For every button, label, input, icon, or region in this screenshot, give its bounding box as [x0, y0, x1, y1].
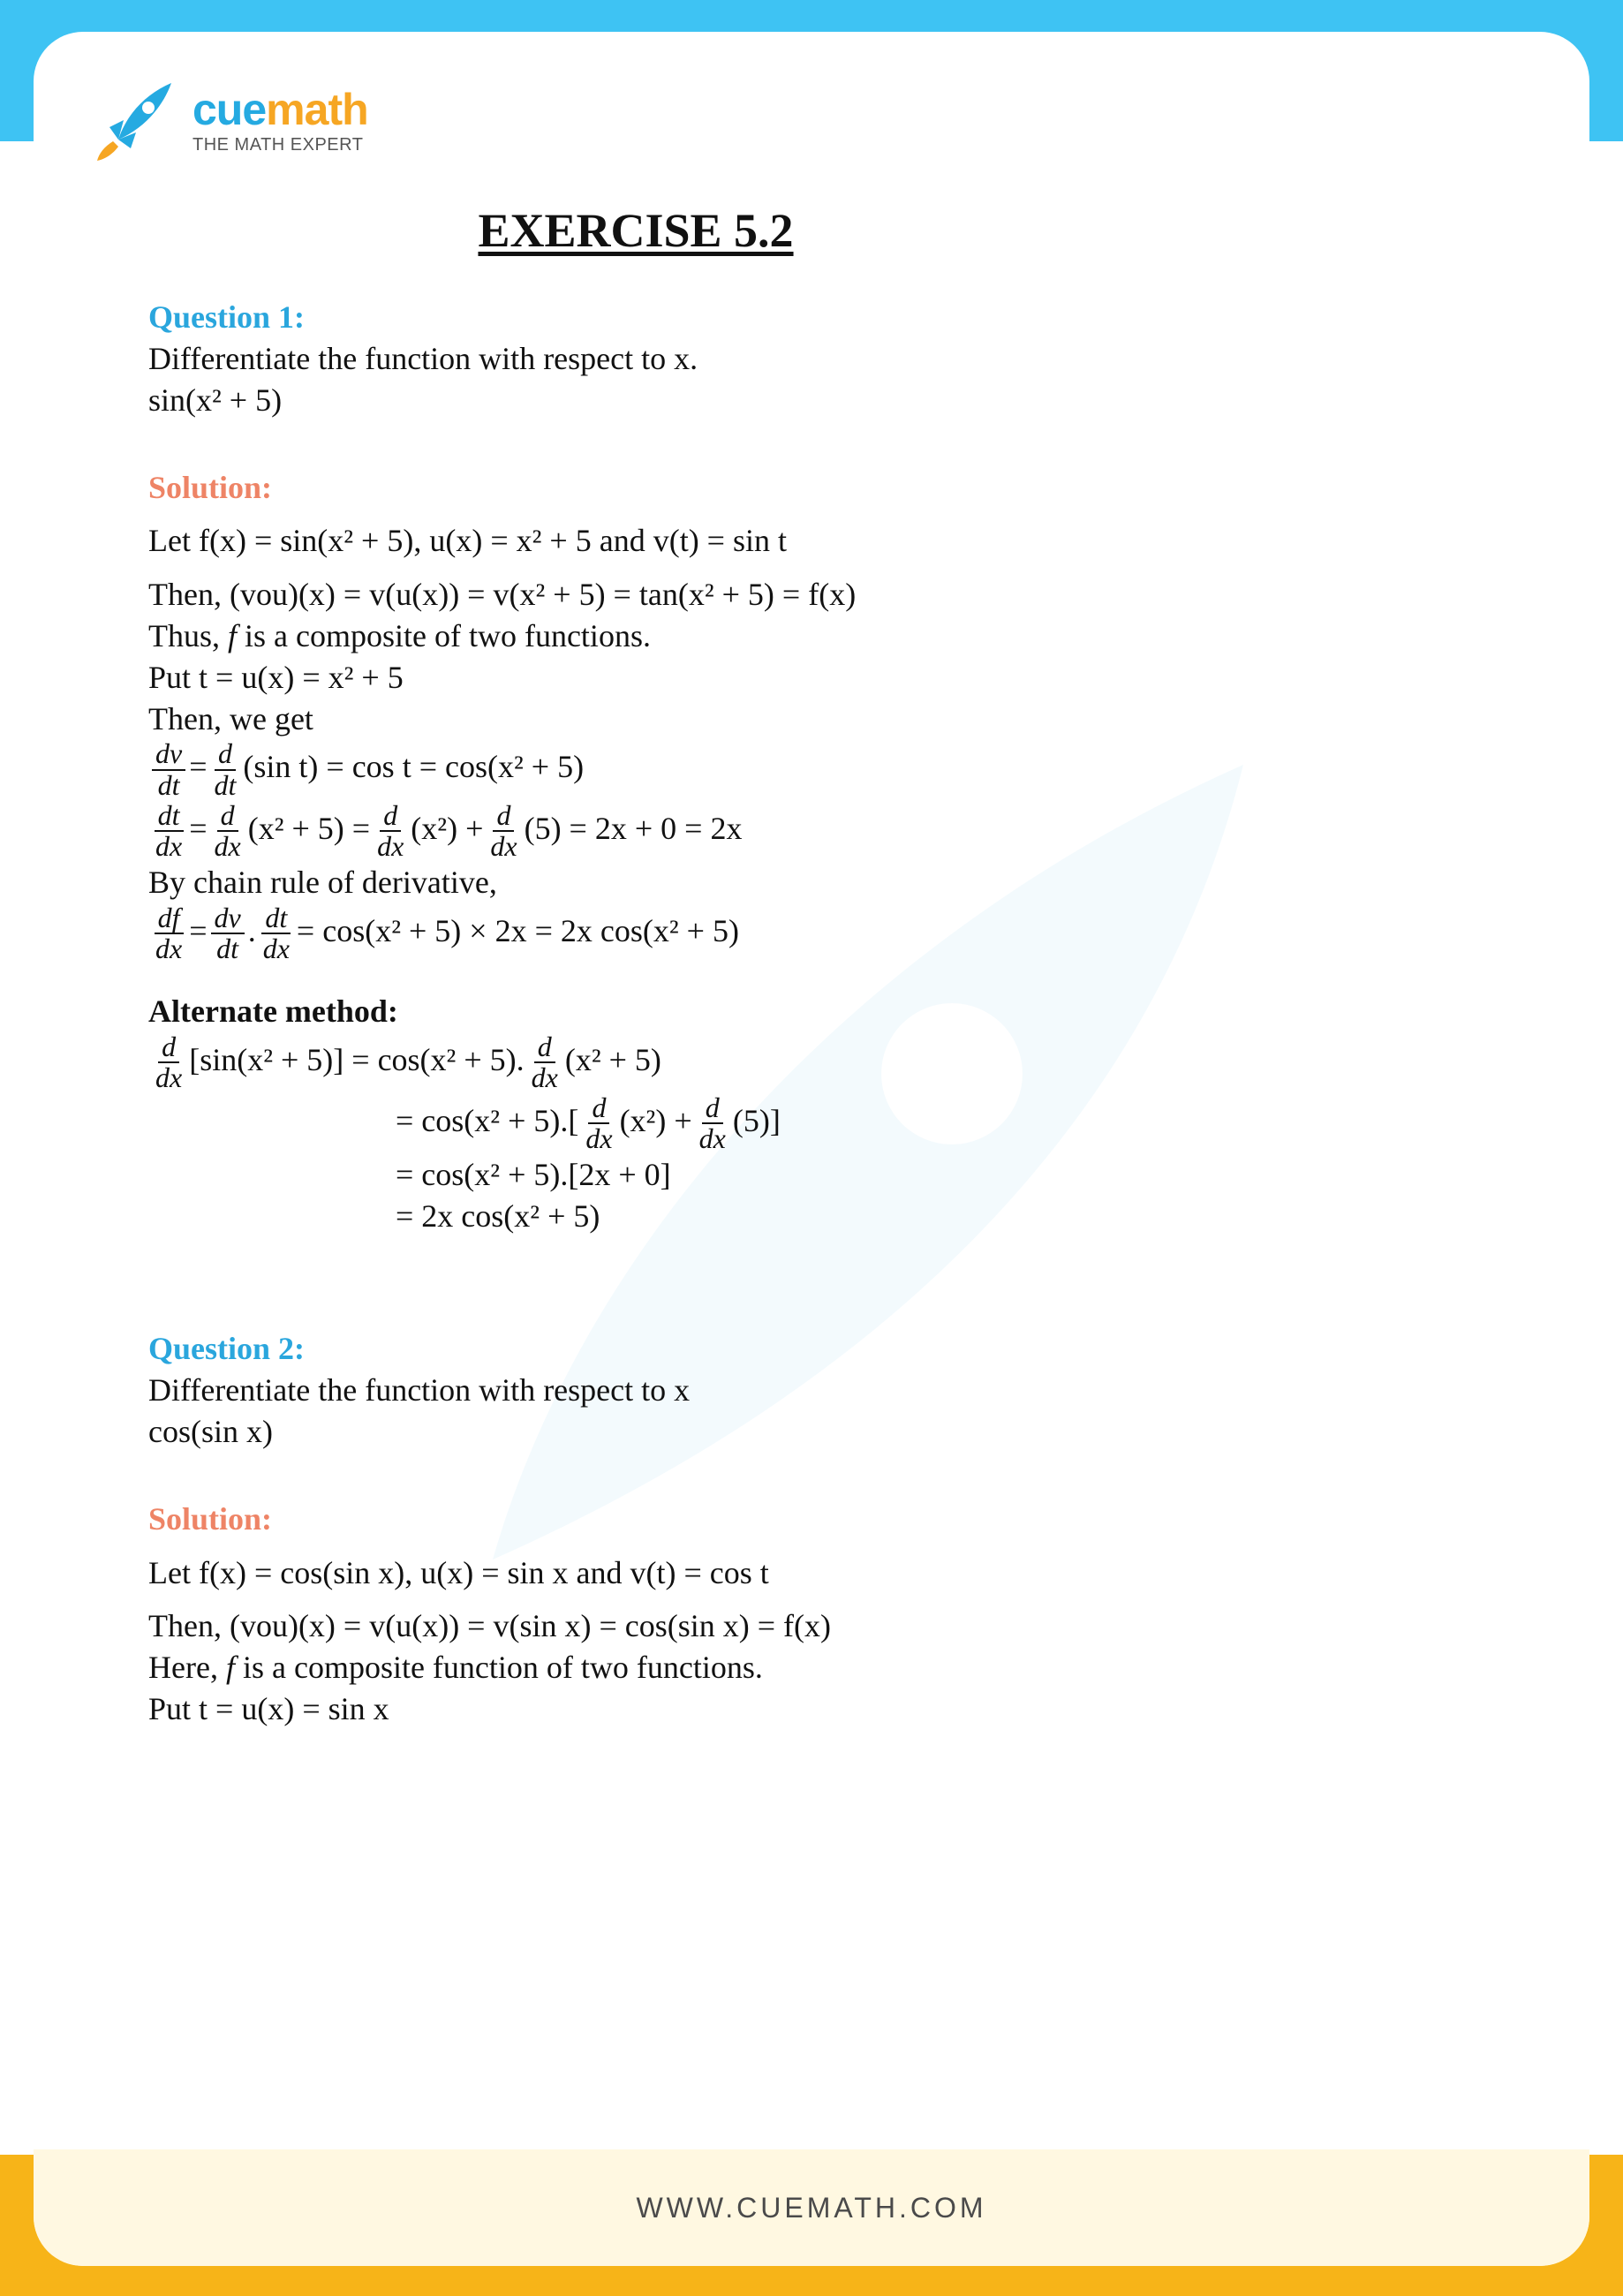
alternate-method-heading: Alternate method: [148, 993, 398, 1029]
solution-1-heading: Solution: [148, 469, 273, 505]
question-2-prompt: Differentiate the function with respect to x [148, 1372, 691, 1409]
alternate-line-4: = 2x cos(x² + 5) [396, 1197, 600, 1234]
footer-website-link[interactable]: WWW.CUEMATH.COM [636, 2191, 987, 2224]
solution-1-dv-dt: $\frac{dv}{dt}$ = $\frac{d}{dt}$ (sin t) = cos t = cos(x² + 5) [148, 739, 1473, 800]
alternate-line-1: $\frac{d}{dx}$ [sin(x² + 5)] = cos(x² + 5). $\frac{d}{dx}$ (x² + 5) [155, 1030, 661, 1094]
solution-1-line-let: Let f(x) = sin(x² + 5), u(x) = x² + 5 and v(t) = sin t [148, 523, 787, 559]
question-1-expression: sin(x² + 5) [148, 381, 283, 418]
page-card [34, 32, 1589, 2266]
question-1-heading: Question 1: [148, 299, 306, 336]
brand-name: cuemath [192, 84, 368, 134]
question-1-prompt: Differentiate the function with respect to x. [148, 340, 698, 376]
solution-2-line-here: Here, f is a composite function of two functions. [148, 1650, 763, 1686]
cuemath-logo[interactable] [92, 78, 368, 162]
alternate-line-2: = cos(x² + 5).[ $\frac{d}{dx}$ (x²) + $\frac{d}{dx}$ (5)] [396, 1091, 781, 1155]
solution-1-line-put: Put t = u(x) = x² + 5 [148, 659, 404, 695]
solution-1-dt-dx: $\frac{dt}{dx}$ = $\frac{d}{dx}$ (x² + 5) = $\frac{d}{dx}$ (x²) + $\frac{d}{dx}$ (5) = 2x + 0 = 2x [155, 798, 743, 863]
document-content [148, 200, 1473, 1730]
brand-tagline: THE MATH EXPERT [192, 134, 364, 155]
alternate-line-3: = cos(x² + 5).[2x + 0] [396, 1156, 671, 1192]
solution-1-df-dx: $\frac{df}{dx}$ = $\frac{dv}{dt}$ . $\frac{dt}{dx}$ = cos(x² + 5) × 2x = 2x cos(x² + 5) [155, 901, 739, 965]
solution-1-line-then: Then, (vou)(x) = v(u(x)) = v(x² + 5) = tan(x² + 5) = f(x) [148, 577, 857, 613]
rocket-icon [92, 78, 177, 162]
page-title: EXERCISE 5.2 [478, 204, 794, 257]
solution-2-line-put: Put t = u(x) = sin x [148, 1691, 389, 1727]
question-2-expression: cos(sin x) [148, 1414, 273, 1450]
solution-1-line-we-get: Then, we get [148, 700, 313, 736]
solution-1-chain-rule: By chain rule of derivative, [148, 864, 497, 900]
solution-2-line-then: Then, (vou)(x) = v(u(x)) = v(sin x) = cos(sin x) = f(x) [148, 1608, 832, 1644]
solution-2-heading: Solution: [148, 1500, 273, 1537]
page-footer [34, 2149, 1589, 2266]
solution-2-line-let: Let f(x) = cos(sin x), u(x) = sin x and v(t) = cos t [148, 1554, 769, 1590]
solution-1-line-thus: Thus, f is a composite of two functions. [148, 617, 651, 653]
question-2-heading: Question 2: [148, 1331, 306, 1367]
